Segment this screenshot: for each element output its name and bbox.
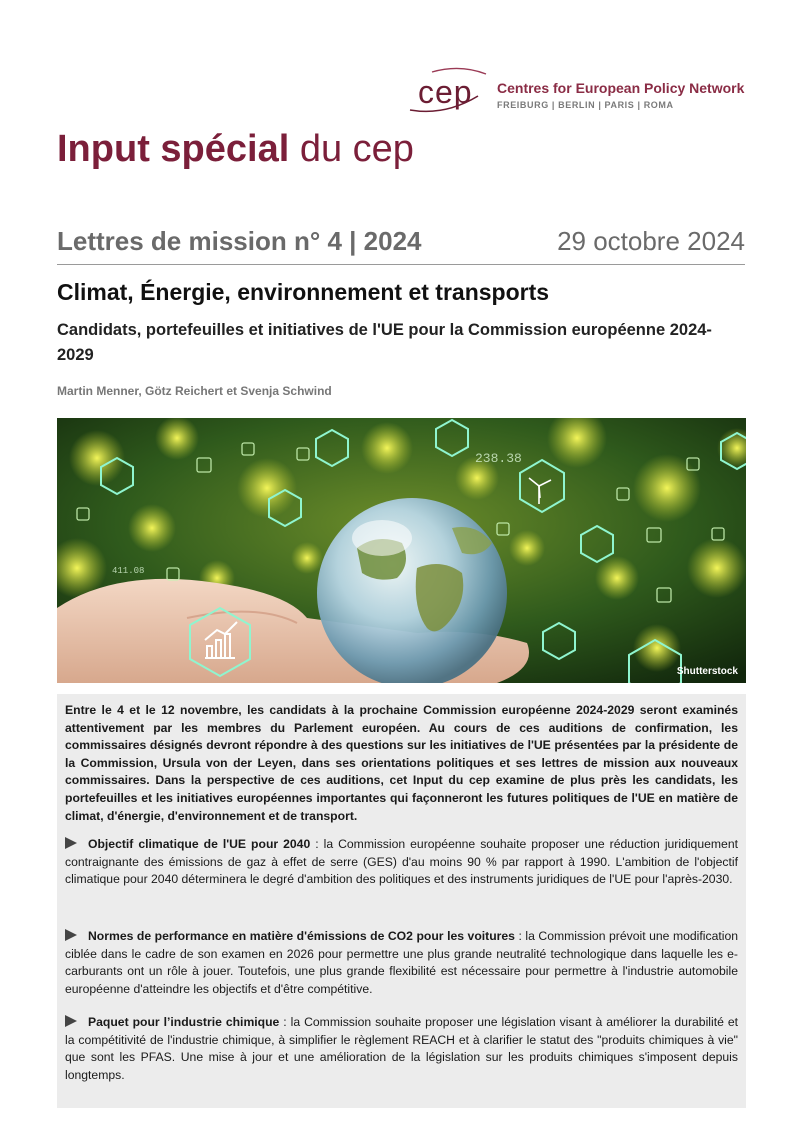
overlay-number-1: 238.38 — [475, 451, 522, 466]
series-label: Lettres de mission n° 4 | 2024 — [57, 226, 422, 256]
bullet-arrow-icon — [65, 1015, 77, 1027]
bullet-arrow-icon — [65, 837, 77, 849]
publication-date: 29 octobre 2024 — [557, 226, 745, 256]
bullet-heading: Objectif climatique de l'UE pour 2040 — [88, 837, 311, 851]
bullet-text: : la Commission souhaite proposer une législation visant à améliorer la durabilité et la compétitivité de l'industrie chimique, à simplifier le règlement REACH et à clarifier le statut des "produits chimiques à vie" que sont les PFAS. Une mise à jour et une amélioration de la législation sur les produits chimiques s'imposent depuis longtemps. — [65, 1015, 739, 1082]
network-cities: FREIBURG | BERLIN | PARIS | ROMA — [497, 100, 674, 110]
image-credit: Shutterstock — [676, 666, 738, 677]
document-title: Climat, Énergie, environnement et transports — [57, 279, 550, 305]
bullet-arrow-icon — [65, 929, 77, 941]
publication-title-bold: Input spécial — [57, 128, 290, 170]
summary-bullet — [65, 1014, 738, 1084]
cep-network-logo — [400, 66, 750, 116]
bullet-text: : la Commission prévoit une modification ciblée dans le cadre de son examen en 2026 pour permettre une plus grande neutralité technologique dans laquelle les e-carburants ont un rôle à jouer. Toutefois, une plus grande flexibilité est nécessaire pour permettre à l'industrie automobile européenne d'atteindre les objectifs et d'être compétitive. — [65, 929, 738, 996]
summary-bullet — [65, 928, 738, 998]
document-subtitle: Candidats, portefeuilles et initiatives de l'UE pour la Commission européenne 2024-2029 — [57, 321, 712, 364]
glass-globe-icon — [317, 498, 507, 683]
bullet-heading: Normes de performance en matière d'émissions de CO2 pour les voitures — [88, 929, 515, 943]
summary-box — [57, 694, 746, 1108]
hero-illustration — [57, 418, 746, 683]
summary-intro: Entre le 4 et le 12 novembre, les candidats à la prochaine Commission européenne 2024-2029 seront examinés attentivement par les membres du Parlement européen. Au cours de ces auditions de confirmation, les commissaires désignés devront répondre à des questions sur les initiatives de l'UE présentées par la présidente de la Commission, Ursula von der Leyen, dans ses orientations politiques et ses lettres de mission aux nouveaux commissaires. Dans la perspective de ces auditions, cet Input du cep examine de plus près les candidats, les portefeuilles et les initiatives européennes importantes qui façonneront les futures politiques de l'UE en matière de climat, d'énergie, d'environnement et de transport. — [65, 703, 738, 823]
network-name: Centres for European Policy Network — [497, 80, 745, 96]
publication-title-rest: du cep — [289, 128, 414, 170]
hero-image — [57, 418, 746, 683]
divider — [57, 264, 745, 265]
overlay-number-2: 411.08 — [112, 566, 145, 576]
publication-title — [57, 128, 414, 171]
bullet-heading: Paquet pour l’industrie chimique — [88, 1015, 280, 1029]
bullet-text: : la Commission européenne souhaite proposer une réduction juridiquement contraignante des émissions de gaz à effet de serre (GES) d'au moins 90 % par rapport à 1990. L'ambition de l'objectif climatique pour 2040 déterminera le degré d'ambition des politiques et des instruments juridiques de l'UE pour l'après-2030. — [65, 837, 738, 887]
summary-bullet — [65, 836, 738, 889]
authors: Martin Menner, Götz Reichert et Svenja Schwind — [57, 384, 332, 398]
series-row — [57, 226, 745, 262]
logo-wordmark: cep — [418, 74, 473, 110]
